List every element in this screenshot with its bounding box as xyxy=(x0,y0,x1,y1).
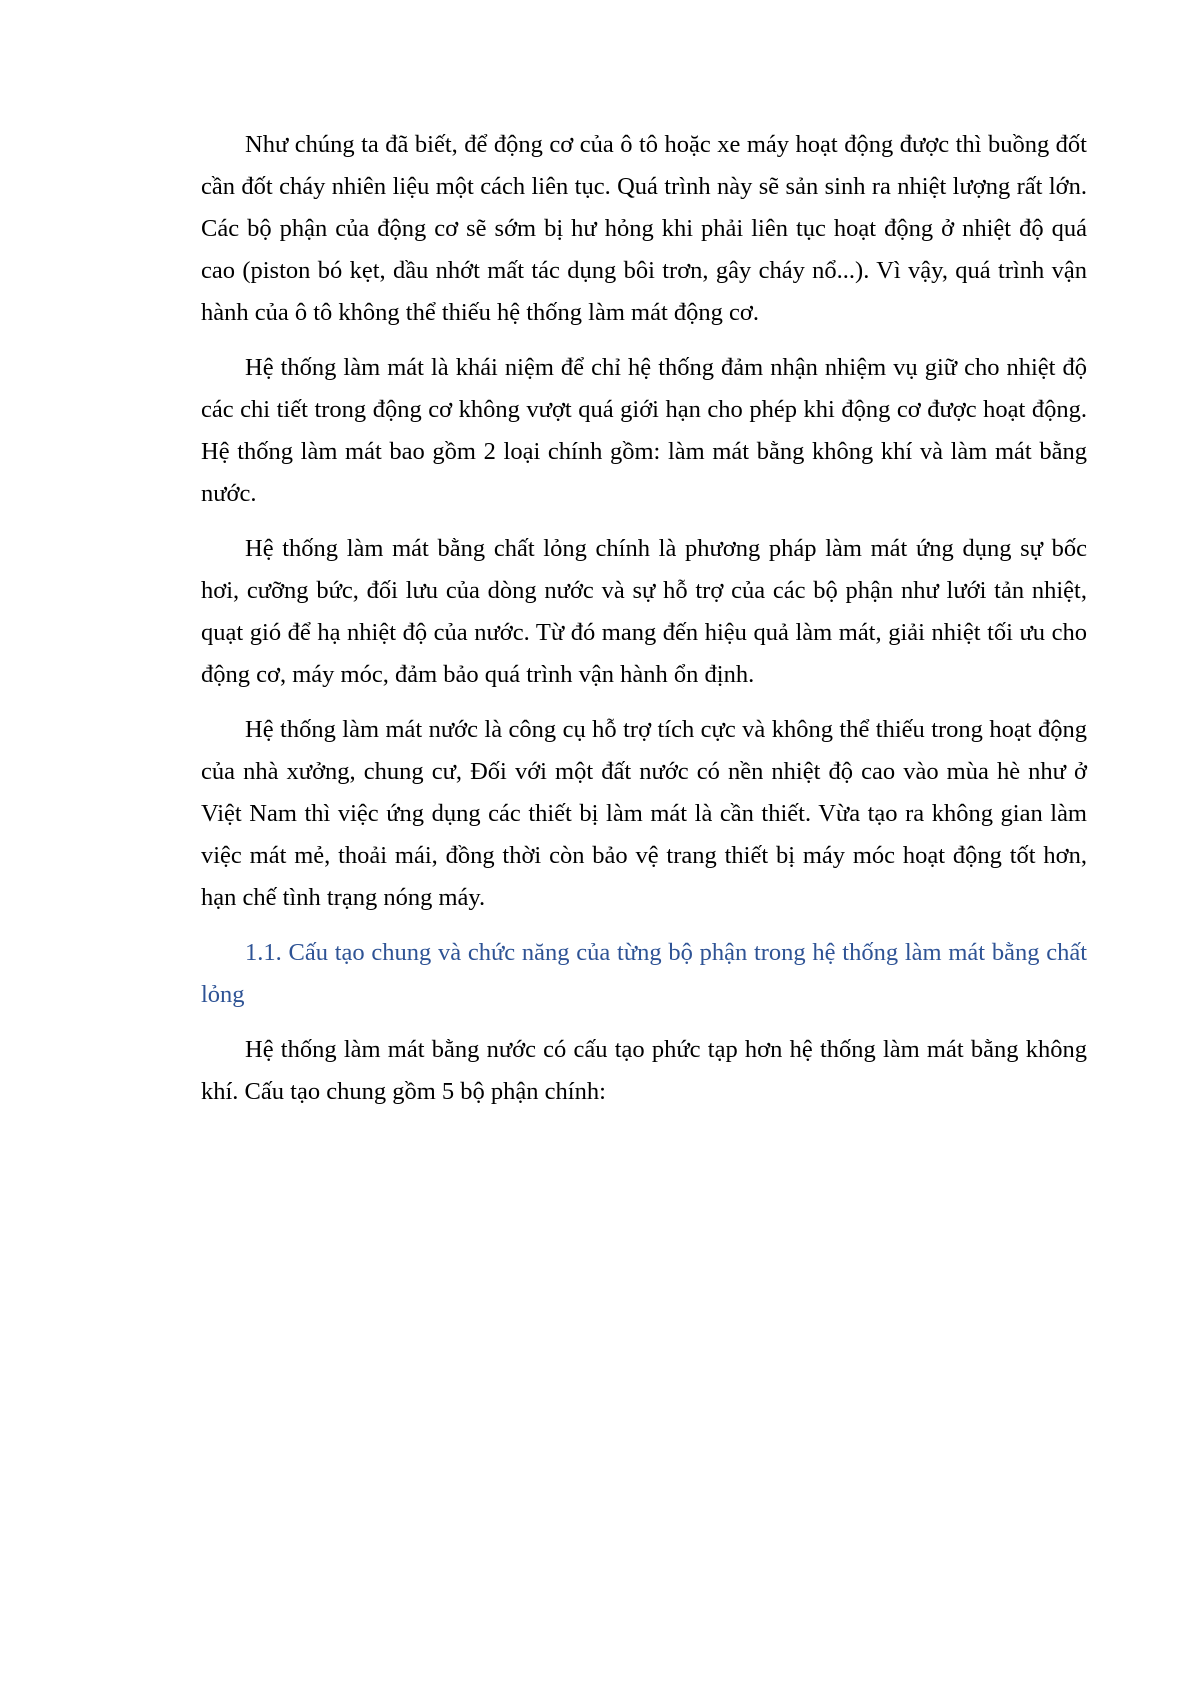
body-paragraph-2: Hệ thống làm mát là khái niệm để chỉ hệ thống đảm nhận nhiệm vụ giữ cho nhiệt độ các chi tiết trong động cơ không vượt quá giới hạn cho phép khi động cơ được hoạt động. Hệ thống làm mát bao gồm 2 loại chính gồm: làm mát bằng không khí và làm mát bằng nước. xyxy=(201,354,1087,507)
document-page xyxy=(201,124,1087,1126)
body-paragraph-3: Hệ thống làm mát bằng chất lỏng chính là phương pháp làm mát ứng dụng sự bốc hơi, cưỡng bức, đối lưu của dòng nước và sự hỗ trợ của các bộ phận như lưới tản nhiệt, quạt gió để hạ nhiệt độ của nước. Từ đó mang đến hiệu quả làm mát, giải nhiệt tối ưu cho động cơ, máy móc, đảm bảo quá trình vận hành ổn định. xyxy=(201,535,1087,688)
body-paragraph-5: Hệ thống làm mát bằng nước có cấu tạo phức tạp hơn hệ thống làm mát bằng không khí. Cấu tạo chung gồm 5 bộ phận chính: xyxy=(201,1036,1087,1105)
body-paragraph-1: Như chúng ta đã biết, để động cơ của ô tô hoặc xe máy hoạt động được thì buồng đốt cần đốt cháy nhiên liệu một cách liên tục. Quá trình này sẽ sản sinh ra nhiệt lượng rất lớn. Các bộ phận của động cơ sẽ sớm bị hư hỏng khi phải liên tục hoạt động ở nhiệt độ quá cao (piston bó kẹt, dầu nhớt mất tác dụng bôi trơn, gây cháy nổ...). Vì vậy, quá trình vận hành của ô tô không thể thiếu hệ thống làm mát động cơ. xyxy=(201,131,1087,326)
body-paragraph-4: Hệ thống làm mát nước là công cụ hỗ trợ tích cực và không thể thiếu trong hoạt động của nhà xưởng, chung cư, Đối với một đất nước có nền nhiệt độ cao vào mùa hè như ở Việt Nam thì việc ứng dụng các thiết bị làm mát là cần thiết. Vừa tạo ra không gian làm việc mát mẻ, thoải mái, đồng thời còn bảo vệ trang thiết bị máy móc hoạt động tốt hơn, hạn chế tình trạng nóng máy. xyxy=(201,716,1087,911)
section-heading-1-1: 1.1. Cấu tạo chung và chức năng của từng bộ phận trong hệ thống làm mát bằng chất lỏng xyxy=(201,939,1087,1008)
